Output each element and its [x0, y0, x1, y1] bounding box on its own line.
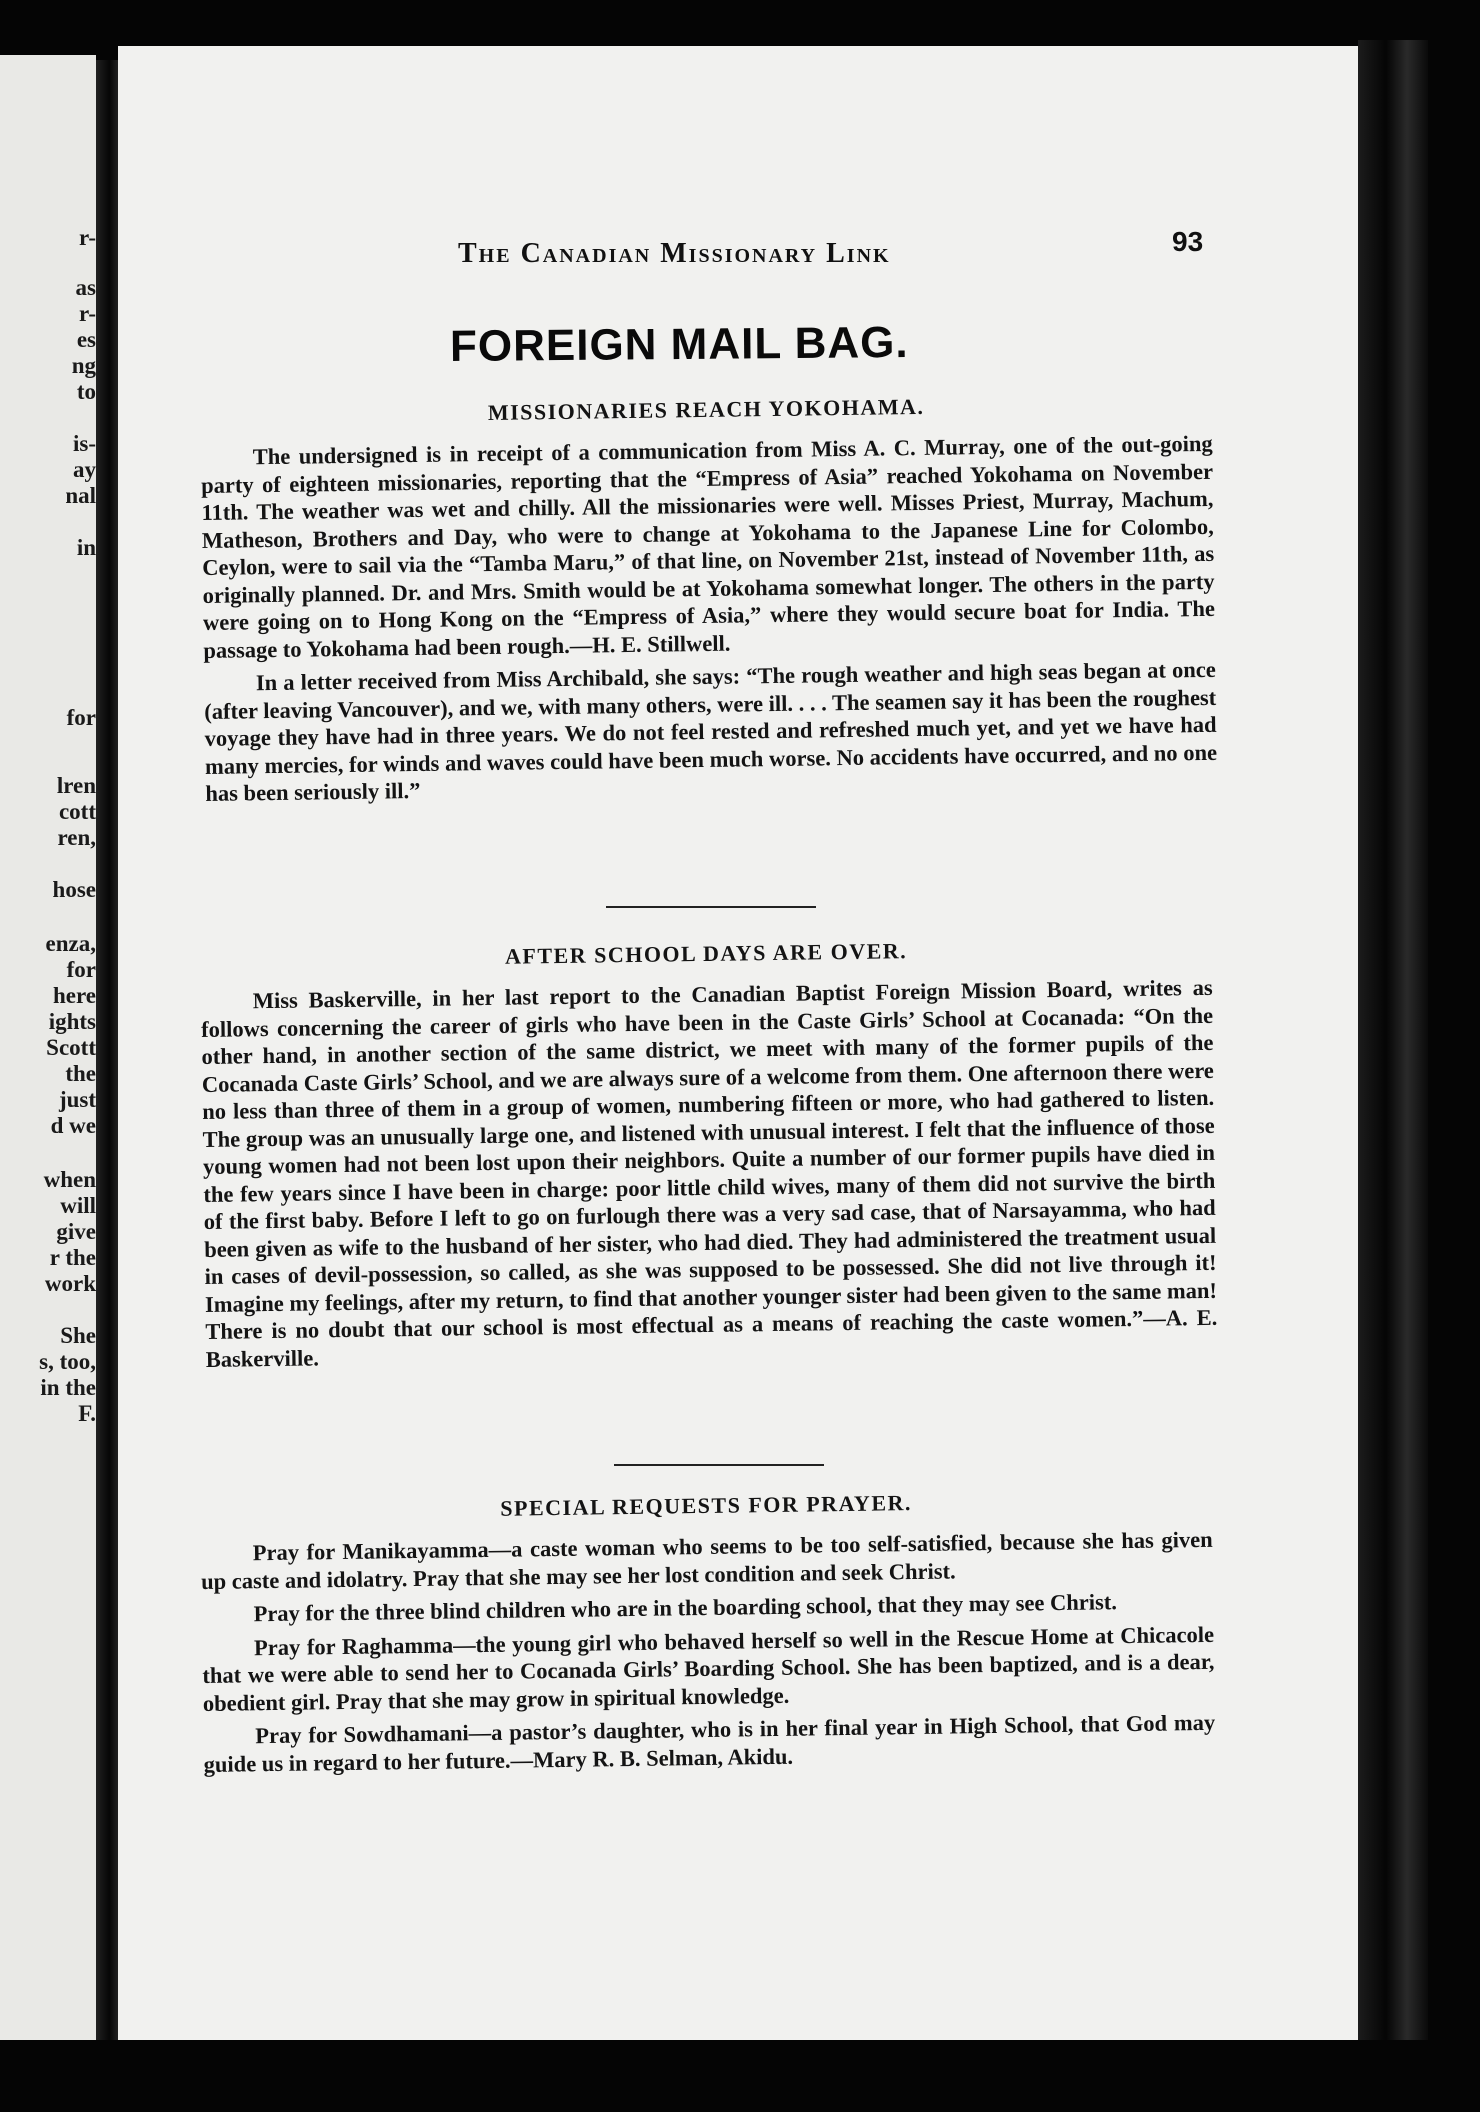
- page-number: 93: [1172, 226, 1204, 257]
- paragraph: Miss Baskerville, in her last report to the Canadian Baptist Foreign Mission Board, writes as follows concerning the career of girls who have been in the Caste Girls’ School at Cocanada: “On the other hand, in another section of the same district, we meet with many of the former pupils of the Cocanada Caste Girls’ School, and we are always sure of a welcome from them. One afternoon there were no less than three of them in a group of women, numbering fifteen or more, who had gathered to listen. The group was an unusually large one, and listened with unusual interest. I felt that the influence of those young women had not been lost upon their neighbors. Quite a number of our former pupils have died in the few years since I have been in charge: poor little child wives, many of them did not survive the birth of the first baby. Before I left to go on furlough there was a very sad case, that of Narsayamma, who had been given as wife to the husband of her sister, who had died. They had administered the treatment usual in cases of devil-possession, so called, as she was supposed to be possessed. She did not live through it! Imagine my feelings, after my return, to find that another younger sister had been given to the same man! There is no doubt that our school is most effectual as a means of reaching the caste women.”—A. E. Baskerville.: [200, 974, 1218, 1372]
- section-missionaries-reach-yokohama: [200, 390, 1218, 814]
- fragment: just: [58, 1087, 96, 1112]
- fragment: F.: [78, 1401, 96, 1426]
- page-stack-edge: [1358, 40, 1428, 2040]
- fragment: as: [75, 275, 96, 300]
- fragment: to: [76, 379, 96, 404]
- fragment: in: [76, 535, 96, 560]
- fragment: lren: [56, 773, 96, 798]
- fragment: for: [66, 705, 96, 730]
- fragment: es: [76, 327, 96, 352]
- paragraph: In a letter received from Miss Archibald, she says: “The rough weather and high seas began at once (after leaving Vancouver), and we, with many others, were ill. . . . The seamen say it has been the roughest voyage they have had in three years. We do not feel rested and refreshed much yet, and yet we have had many mercies, for winds and waves could have been much worse. No accidents have occurred, and no one has been seriously ill.”: [204, 656, 1218, 806]
- fragment: hose: [52, 877, 96, 902]
- fragment: will: [60, 1193, 96, 1218]
- section-heading: MISSIONARIES REACH YOKOHAMA.: [487, 393, 925, 425]
- fragment: here: [52, 983, 96, 1008]
- fragment: when: [43, 1167, 96, 1192]
- page-title: FOREIGN MAIL BAG.: [449, 317, 909, 372]
- paragraph: The undersigned is in receipt of a communication from Miss A. C. Murray, one of the out-going party of eighteen missionaries, reporting that the “Empress of Asia” reached Yokohama on November 11th. The weather was wet and chilly. All the missionaries were well. Misses Priest, Murray, Machum, Matheson, Brothers and Day, who were to change at Yokohama to the Japanese Line for Colombo, Ceylon, were to sail via the “Tamba Maru,” of that line, on November 21st, instead of November 11th, as originally planned. Dr. and Mrs. Smith would be at Yokohama somewhat longer. The others in the party were going on to Hong Kong on the “Empress of Asia,” where they would secure boat for India. The passage to Yokohama had been rough.—H. E. Stillwell.: [200, 430, 1216, 663]
- fragment: the: [65, 1061, 96, 1086]
- fragment: d we: [50, 1113, 96, 1138]
- fragment: ng: [71, 353, 96, 378]
- fragment: r-: [78, 301, 96, 326]
- previous-page-text-fragments: [0, 55, 96, 2040]
- fragment: s, too,: [39, 1349, 96, 1374]
- fragment: r-: [78, 225, 96, 250]
- book-gutter: [96, 60, 118, 2040]
- fragment: ights: [48, 1009, 96, 1034]
- section-divider: [614, 1464, 824, 1466]
- running-title: The Canadian Missionary Link: [458, 238, 891, 269]
- section-after-school-days: [200, 934, 1218, 1379]
- fragment: She: [60, 1323, 96, 1348]
- fragment: give: [56, 1219, 96, 1244]
- paragraph: Pray for Sowdhamani—a pastor’s daughter, who is in her final year in High School, that God may guide us in regard to her future.—Mary R. B. Selman, Akidu.: [203, 1709, 1216, 1777]
- fragment: Scott: [46, 1035, 96, 1060]
- fragment: nal: [65, 483, 96, 508]
- fragment: work: [44, 1271, 96, 1296]
- fragment: for: [66, 957, 96, 982]
- paragraph: Pray for the three blind children who are in the boarding school, that they may see Christ.: [253, 1589, 1118, 1627]
- fragment: r the: [49, 1245, 96, 1270]
- previous-page-edge: [0, 55, 96, 2040]
- paragraph: Pray for Raghamma—the young girl who behaved herself so well in the Rescue Home at Chicacole that we were able to send her to Cocanada Girls’ Boarding School. She has been baptized, and is a dear, obedient girl. Pray that she may grow in spiritual knowledge.: [202, 1621, 1215, 1716]
- fragment: cott: [58, 799, 96, 824]
- fragment: ren,: [57, 825, 96, 850]
- fragment: is-: [73, 431, 96, 456]
- section-heading: AFTER SCHOOL DAYS ARE OVER.: [504, 938, 908, 969]
- paragraph: Pray for Manikayamma—a caste woman who seems to be too self-satisfied, because she has given up caste and idolatry. Pray that she may see her lost condition and seek Christ.: [200, 1526, 1213, 1594]
- fragment: enza,: [45, 931, 96, 956]
- section-heading: SPECIAL REQUESTS FOR PRAYER.: [500, 1490, 913, 1521]
- section-divider: [606, 906, 816, 908]
- section-special-requests-for-prayer: [200, 1486, 1216, 1784]
- fragment: in the: [40, 1375, 96, 1400]
- fragment: ay: [73, 457, 96, 482]
